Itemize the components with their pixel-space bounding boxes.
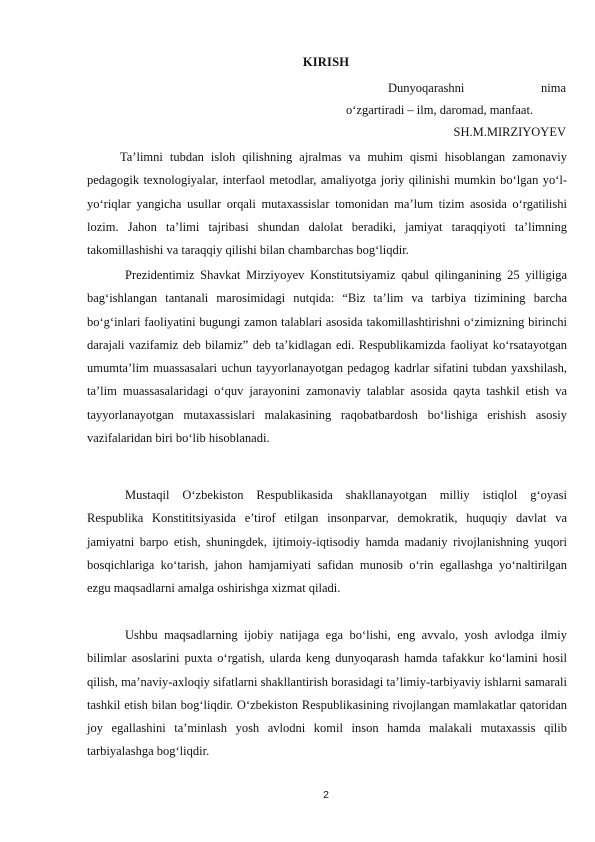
epigraph-line-1: Dunyoqarashni nima [388, 81, 566, 95]
paragraph-3: Mustaqil O‘zbekiston Respublikasida shakllanayotgan milliy istiqlol g‘oyasi Respublika Konstititsiyasida e’tirof etilgan insonparvar, demokratik, huquqiy davlat va jamiyatni barpo etish, shuningdek, ijtimoiy-iqtisodiy hamda madaniy rivojlanishning yuqori bosqichlariga ko‘tarish, jahon hamjamiyati safidan munosib o‘rin egallashga yo‘naltirilgan ezgu maqsadlarni amalga oshirishga xizmat qiladi. [87, 488, 567, 596]
paragraph-2: Prezidentimiz Shavkat Mirziyoyev Konstitutsiyamiz qabul qilinganining 25 yilligiga bag‘ishlangan tantanali marosimidagi nutqida: “Biz ta’lim va tarbiya tizimining barcha bo‘g‘inlari faoliyatini bugungi zamon talablari asosida takomillashtirishni o‘zimizning birinchi darajali vazifamiz deb bilamiz” deb ta’kidlagan edi. Respublikamizda faoliyat ko‘rsatayotgan umumta’lim muassasalari uchun tayyorlanayotgan pedagog kadrlar sifatini tubdan yaxshilash, ta’lim muassasalaridagi o‘quv jarayonini zamonaviy talablar asosida qayta tashkil etish va tayyorlanayotgan mutaxassislari malakasining raqobatbardosh bo‘lishiga erishish asosiy vazifalaridan biri bo‘lib hisoblanadi. [87, 268, 567, 446]
page-title: KIRISH [302, 55, 350, 69]
epigraph-author: SH.M.MIRZIYOYEV [453, 125, 566, 139]
epigraph-line-2: o‘zgartiradi – ilm, daromad, manfaat. [346, 103, 534, 117]
paragraph-1: Ta’limni tubdan isloh qilishning ajralmas va muhim qismi hisoblangan zamonaviy pedagogik texnologiyalar, interfaol metodlar, amaliyotga joriy qilinishi mumkin bo‘lgan yo‘l-yo‘riqlar yangicha usullar orqali mutaxassislar tomonidan ma’lum tizim asosida o‘rgatilishi lozim. Jahon ta’limi tajribasi shundan dalolat beradiki, jamiyat taraqqiyoti ta’limning takomillashishi va taraqqiy qilishi bilan chambarchas bog‘liqdir. [87, 150, 567, 258]
paragraph-4: Ushbu maqsadlarning ijobiy natijaga ega bo‘lishi, eng avvalo, yosh avlodga ilmiy bilimlar asoslarini puxta o‘rgatish, ularda keng dunyoqarash hamda tafakkur ko‘lamini hosil qilish, ma’naviy-axloqiy sifatlarni shakllantirish borasidagi ta’limiy-tarbiyaviy ishlarni samarali tashkil etish bilan bog‘liqdir. O‘zbekiston Respublikasining rivojlangan mamlakatlar qatoridan joy egallashini ta’minlash yosh avlodni komil inson hamda malakali mutaxassis qilib tarbiyalashga bog‘liqdir. [87, 628, 567, 759]
page-number: 2 [323, 789, 329, 801]
